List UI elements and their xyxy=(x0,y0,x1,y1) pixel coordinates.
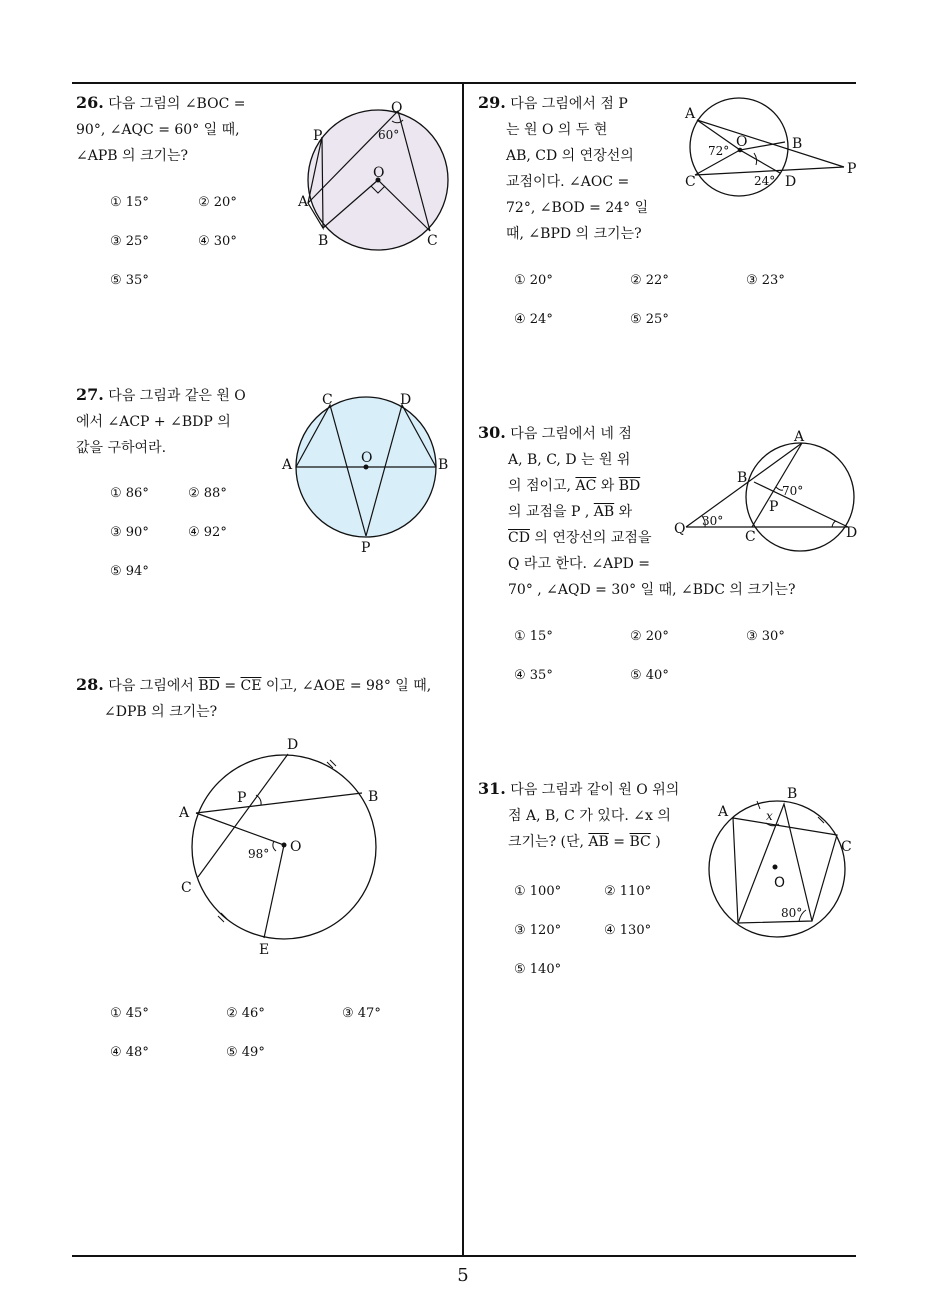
question-line: 의 연장선의 교점을 xyxy=(534,530,652,546)
question-number: 28. xyxy=(76,675,104,694)
q29-option-1[interactable]: ① 20° xyxy=(514,273,553,288)
q26-label-c: C xyxy=(427,233,438,249)
question-line: 때, ∠BPD 의 크기는? xyxy=(506,226,642,242)
q28-label-e: E xyxy=(259,942,270,958)
segment-ac: $\overline{AC}$ xyxy=(575,478,597,494)
arc-bc: $\overline{BC}$ xyxy=(629,834,651,850)
q27-circle-figure xyxy=(278,388,458,563)
question-number: 31. xyxy=(478,779,506,798)
q30-option-5[interactable]: ⑤ 40° xyxy=(630,668,669,683)
q28-label-p: P xyxy=(237,790,247,806)
question-line: 와 xyxy=(618,504,633,520)
q30-label-d: D xyxy=(846,525,858,541)
q29-label-p: P xyxy=(847,161,857,177)
q31-label-c: C xyxy=(841,839,852,855)
equals-sign: = xyxy=(613,834,626,850)
q31-option-2[interactable]: ② 110° xyxy=(604,884,652,899)
q29-circle-figure xyxy=(682,95,862,200)
q27-label-p: P xyxy=(361,540,371,556)
q26-option-1[interactable]: ① 15° xyxy=(110,195,149,210)
q30-angle-arc-d xyxy=(832,521,836,527)
q28-option-5[interactable]: ⑤ 49° xyxy=(226,1045,265,1060)
question-line: 다음 그림의 ∠BOC = xyxy=(108,96,246,112)
q27-option-5[interactable]: ⑤ 94° xyxy=(110,564,149,579)
q31-center-dot xyxy=(773,865,778,870)
equals-sign: = xyxy=(224,678,237,694)
q31-label-b: B xyxy=(787,786,798,802)
question-line: A, B, C, D 는 원 위 xyxy=(508,452,631,468)
question-number: 26. xyxy=(76,93,104,112)
question-line: ∠DPB 의 크기는? xyxy=(104,704,218,720)
q31-option-4[interactable]: ④ 130° xyxy=(604,923,652,938)
q26-label-b: B xyxy=(318,233,329,249)
arc-bd: $\overline{BD}$ xyxy=(198,678,220,694)
q30-angle-label-30: 30° xyxy=(702,514,724,528)
q29-label-c: C xyxy=(685,174,696,190)
q27-option-1[interactable]: ① 86° xyxy=(110,486,149,501)
question-line: 다음 그림에서 xyxy=(108,678,194,694)
q29-option-2[interactable]: ② 22° xyxy=(630,273,669,288)
q28-option-1[interactable]: ① 45° xyxy=(110,1006,149,1021)
q27-option-2[interactable]: ② 88° xyxy=(188,486,227,501)
question-number: 30. xyxy=(478,423,506,442)
q26-label-o: O xyxy=(373,165,385,181)
q27-label-c: C xyxy=(322,392,333,408)
q30-label-c: C xyxy=(745,529,756,545)
question-line: 70° , ∠AQD = 30° 일 때, ∠BDC 의 크기는? xyxy=(508,582,796,598)
q29-angle-label-72: 72° xyxy=(708,144,730,158)
q31-label-o: O xyxy=(774,875,786,891)
q30-option-1[interactable]: ① 15° xyxy=(514,629,553,644)
top-rule xyxy=(72,82,856,84)
q27-label-o: O xyxy=(361,450,373,466)
q28-tick-mark xyxy=(330,760,336,766)
q26-option-5[interactable]: ⑤ 35° xyxy=(110,273,149,288)
question-line: 점 A, B, C 가 있다. ∠x 의 xyxy=(508,808,671,824)
q28-option-3[interactable]: ③ 47° xyxy=(342,1006,381,1021)
q26-label-a: A xyxy=(298,194,309,210)
column-divider xyxy=(462,82,464,1257)
q31-label-a: A xyxy=(718,804,729,820)
question-line: 다음 그림에서 네 점 xyxy=(510,426,632,442)
question-line: AB, CD 의 연장선의 xyxy=(506,148,634,164)
q29-option-4[interactable]: ④ 24° xyxy=(514,312,553,327)
question-line: ) xyxy=(655,834,661,850)
q26-angle-label: 60° xyxy=(378,128,400,142)
question-28-text xyxy=(76,672,461,725)
q26-label-q: Q xyxy=(391,100,403,116)
q30-option-3[interactable]: ③ 30° xyxy=(746,629,785,644)
q28-tick-mark xyxy=(218,916,224,922)
question-26-text xyxy=(76,90,286,169)
question-line: 는 원 O 의 두 현 xyxy=(506,122,608,138)
q28-label-d: D xyxy=(287,737,299,753)
q31-circle-figure xyxy=(700,780,860,960)
question-27-text xyxy=(76,382,286,461)
page-number: 5 xyxy=(457,1265,469,1286)
q26-option-4[interactable]: ④ 30° xyxy=(198,234,237,249)
question-line: 에서 ∠ACP + ∠BDP 의 xyxy=(76,414,231,430)
segment-bd: $\overline{BD}$ xyxy=(618,478,641,494)
q27-option-3[interactable]: ③ 90° xyxy=(110,525,149,540)
question-line: ∠APB 의 크기는? xyxy=(76,148,189,164)
q28-angle-label: 98° xyxy=(248,847,270,861)
q28-circle-figure xyxy=(170,735,390,965)
q28-label-a: A xyxy=(179,805,190,821)
q31-option-1[interactable]: ① 100° xyxy=(514,884,562,899)
q28-option-2[interactable]: ② 46° xyxy=(226,1006,265,1021)
q31-option-5[interactable]: ⑤ 140° xyxy=(514,962,562,977)
q26-circle-figure xyxy=(290,95,460,255)
q27-label-a: A xyxy=(282,457,293,473)
q29-option-5[interactable]: ⑤ 25° xyxy=(630,312,669,327)
question-line: 값을 구하여라. xyxy=(76,440,167,456)
q31-tick-mark xyxy=(757,801,760,809)
question-29-text xyxy=(478,90,678,247)
q27-label-d: D xyxy=(400,392,412,408)
question-line: Q 라고 한다. ∠APD = xyxy=(508,556,651,572)
q28-label-c: C xyxy=(181,880,192,896)
segment-cd: $\overline{CD}$ xyxy=(508,530,530,546)
q30-label-p: P xyxy=(769,499,779,515)
q30-option-2[interactable]: ② 20° xyxy=(630,629,669,644)
question-line: 이고, ∠AOE = 98° 일 때, xyxy=(265,678,432,694)
q28-label-o: O xyxy=(290,839,302,855)
question-line: 크기는? (단, xyxy=(508,834,584,850)
q29-label-b: B xyxy=(792,136,803,152)
q28-option-4[interactable]: ④ 48° xyxy=(110,1045,149,1060)
q30-label-a: A xyxy=(794,429,805,445)
arc-ab: $\overline{AB}$ xyxy=(588,834,609,850)
q27-label-b: B xyxy=(438,457,449,473)
q28-label-b: B xyxy=(368,789,379,805)
q30-angle-label-70: 70° xyxy=(782,484,804,498)
question-line: 교점이다. ∠AOC = xyxy=(506,174,630,190)
question-line: 90°, ∠AQC = 60° 일 때, xyxy=(76,122,240,138)
question-line: 다음 그림과 같이 원 O 위의 xyxy=(510,782,680,798)
q30-label-q: Q xyxy=(674,521,686,537)
q28-tick-mark xyxy=(221,913,227,919)
q30-label-b: B xyxy=(737,470,748,486)
bottom-rule xyxy=(72,1255,856,1257)
segment-ab: $\overline{AB}$ xyxy=(593,504,615,520)
q29-option-3[interactable]: ③ 23° xyxy=(746,273,785,288)
q26-label-p: P xyxy=(313,128,323,144)
q29-label-a: A xyxy=(685,106,696,122)
question-31-text xyxy=(478,776,698,855)
q29-label-o: O xyxy=(736,134,748,150)
q28-chord-cd xyxy=(198,754,288,877)
question-line: 와 xyxy=(600,478,615,494)
q26-option-2[interactable]: ② 20° xyxy=(198,195,237,210)
question-line: 의 점이고, xyxy=(508,478,571,494)
q28-radii xyxy=(196,813,284,938)
q29-label-d: D xyxy=(785,174,797,190)
question-line: 다음 그림과 같은 원 O xyxy=(108,388,246,404)
q31-angle-label-80: 80° xyxy=(781,906,803,920)
arc-ce: $\overline{CE}$ xyxy=(240,678,262,694)
q28-center-dot xyxy=(282,843,287,848)
q30-circle-figure xyxy=(672,425,862,550)
q29-angle-label-24: 24° xyxy=(754,174,776,188)
q28-chord-ab xyxy=(196,793,362,813)
q31-angle-label-x: x xyxy=(766,809,773,823)
question-line: 72°, ∠BOD = 24° 일 xyxy=(506,200,649,216)
question-number: 27. xyxy=(76,385,104,404)
question-line: 의 교점을 P , xyxy=(508,504,590,520)
question-number: 29. xyxy=(478,93,506,112)
q26-option-3[interactable]: ③ 25° xyxy=(110,234,149,249)
q27-option-4[interactable]: ④ 92° xyxy=(188,525,227,540)
q30-option-4[interactable]: ④ 35° xyxy=(514,668,553,683)
question-line: 다음 그림에서 점 P xyxy=(510,96,628,112)
q31-option-3[interactable]: ③ 120° xyxy=(514,923,562,938)
